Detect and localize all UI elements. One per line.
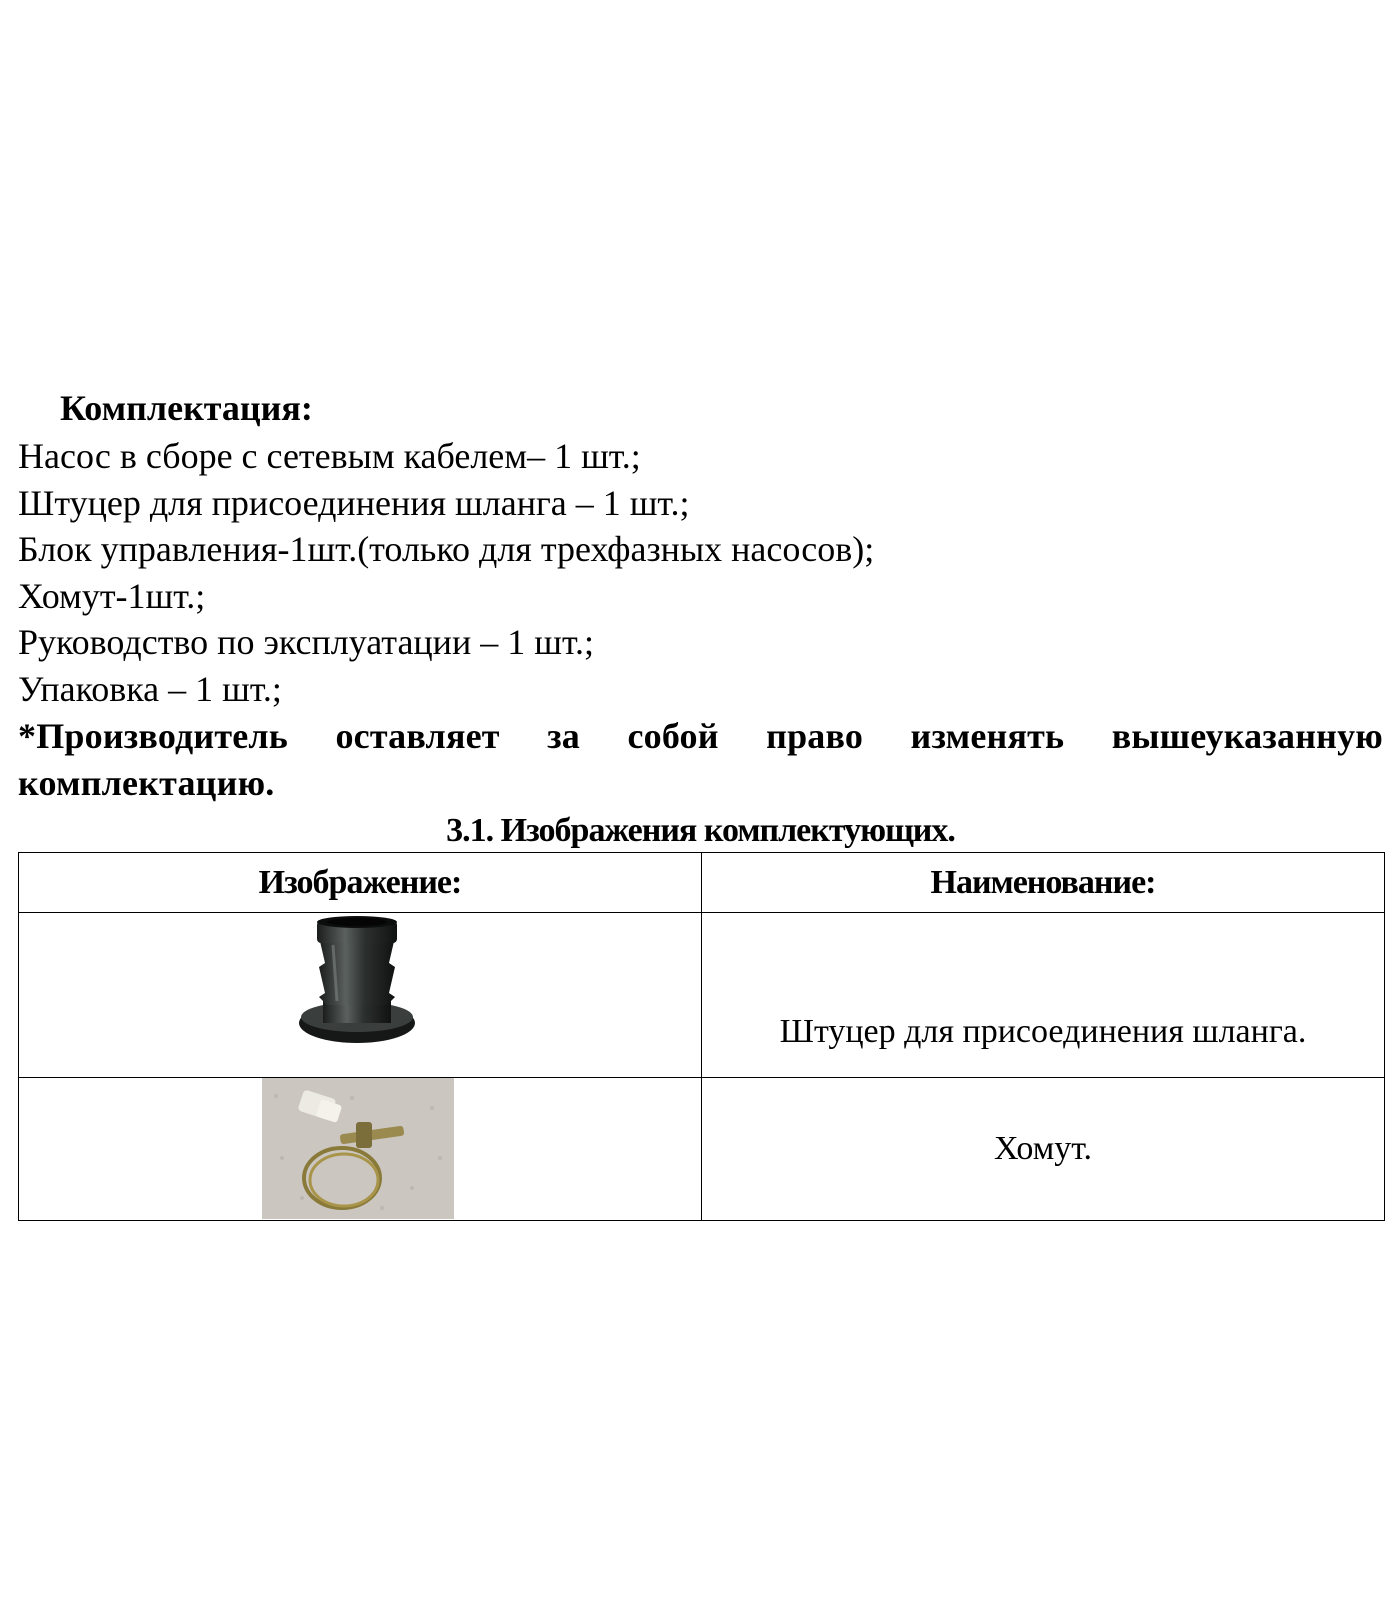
list-item: Насос в сборе с сетевым кабелем– 1 шт.;	[18, 436, 641, 476]
part-name: Хомут.	[702, 1078, 1385, 1221]
components-table	[18, 852, 1385, 1221]
list-item: Штуцер для присоединения шланга – 1 шт.;	[18, 482, 690, 523]
column-header-image: Изображение:	[19, 853, 702, 913]
equipment-heading: Комплектация:	[60, 388, 313, 428]
list-item: Блок управления-1шт.(только для трехфазных насосов);	[18, 529, 875, 570]
list-item: Руководство по эксплуатации – 1 шт.;	[18, 622, 594, 663]
list-item: Упаковка – 1 шт.;	[18, 668, 282, 709]
hose-clamp-image	[262, 1078, 454, 1219]
hose-fitting-image	[297, 915, 417, 1051]
table-header-row	[19, 853, 1385, 913]
manufacturer-note: *Производитель оставляет за собой право изменять вышеуказанную комплектацию.	[18, 716, 1383, 803]
image-cell	[19, 1078, 702, 1221]
table-row	[19, 913, 1385, 1078]
section-title: 3.1. Изображения комплектующих.	[446, 812, 955, 849]
table-row	[19, 1078, 1385, 1221]
equipment-list	[18, 433, 874, 713]
column-header-name: Наименование:	[702, 853, 1385, 913]
image-cell	[19, 913, 702, 1078]
list-item: Хомут-1шт.;	[18, 575, 206, 616]
part-name: Штуцер для присоединения шланга.	[702, 913, 1385, 1078]
